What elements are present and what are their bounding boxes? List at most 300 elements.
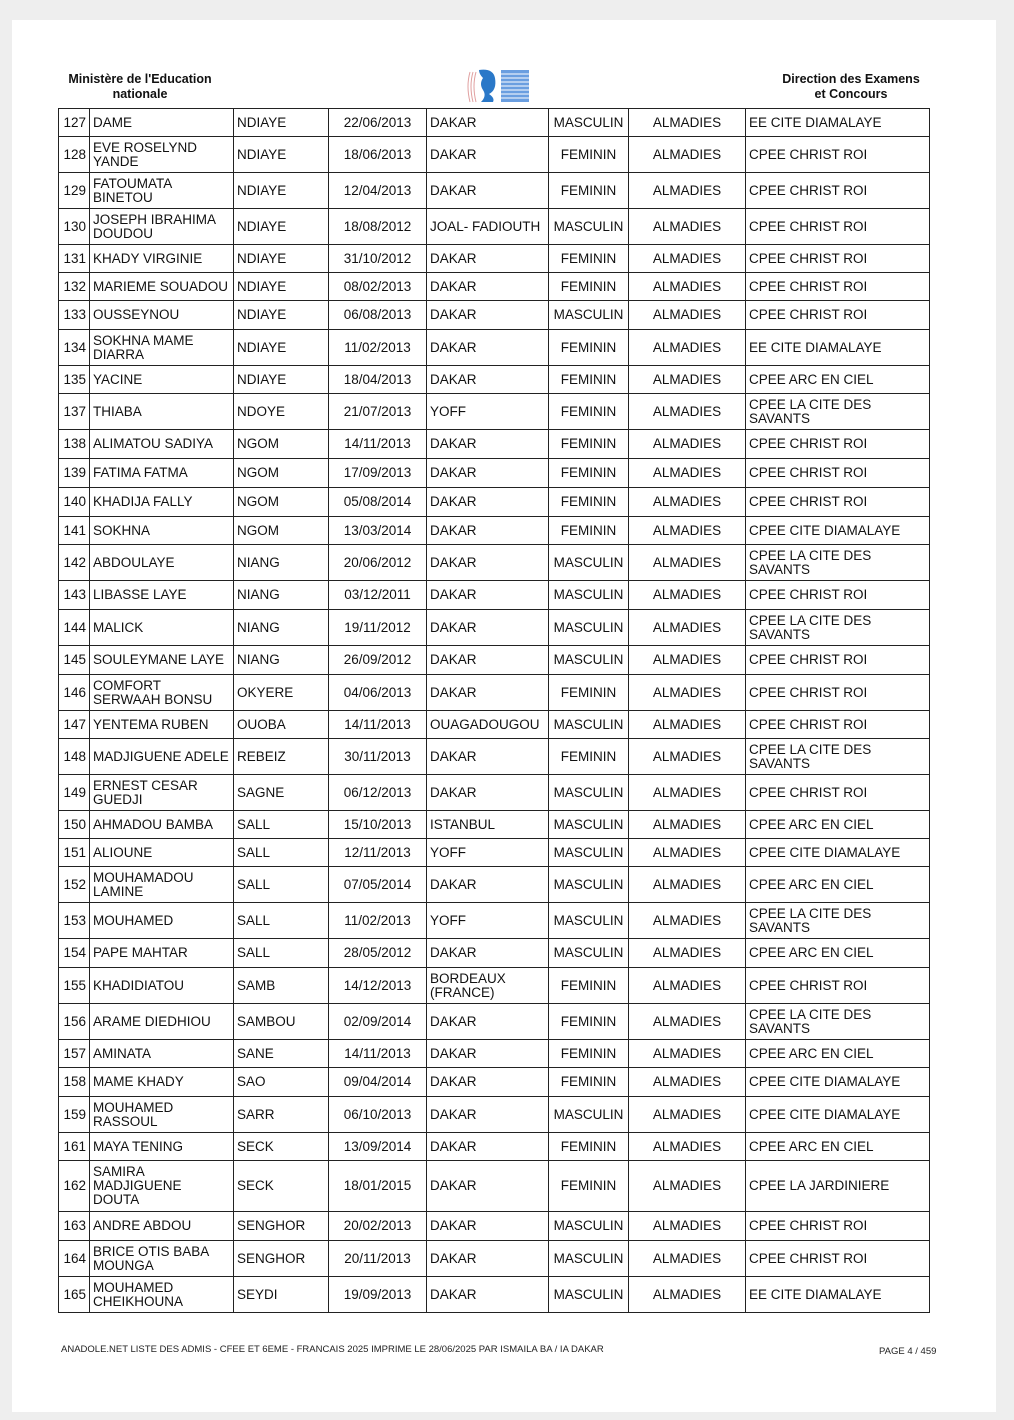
school-cell: CPEE CHRIST ROI (746, 173, 930, 209)
birth-date-cell: 18/01/2015 (329, 1161, 427, 1212)
row-number-cell: 134 (59, 330, 90, 366)
table-row (59, 545, 930, 581)
school-cell: CPEE LA CITE DES SAVANTS (746, 545, 930, 581)
row-number-cell: 155 (59, 968, 90, 1004)
sex-cell: FEMININ (549, 1004, 629, 1040)
exam-center-cell: ALMADIES (629, 545, 746, 581)
last-name-cell: NDIAYE (234, 173, 329, 209)
sex-cell: FEMININ (549, 273, 629, 301)
exam-center-cell: ALMADIES (629, 903, 746, 939)
last-name-cell: SENGHOR (234, 1241, 329, 1277)
last-name-cell: REBEIZ (234, 739, 329, 775)
sex-cell: FEMININ (549, 137, 629, 173)
school-cell: CPEE ARC EN CIEL (746, 366, 930, 394)
first-name-cell: SOULEYMANE LAYE (90, 646, 234, 675)
sex-cell: MASCULIN (549, 1212, 629, 1241)
school-cell: CPEE CHRIST ROI (746, 646, 930, 675)
birth-place-cell: JOAL- FADIOUTH (427, 209, 549, 245)
sex-cell: FEMININ (549, 459, 629, 488)
row-number-cell: 148 (59, 739, 90, 775)
birth-place-cell: DAKAR (427, 1133, 549, 1161)
table-row (59, 675, 930, 711)
birth-date-cell: 04/06/2013 (329, 675, 427, 711)
birth-place-cell: DAKAR (427, 488, 549, 517)
first-name-cell: LIBASSE LAYE (90, 581, 234, 610)
birth-date-cell: 09/04/2014 (329, 1068, 427, 1097)
birth-date-cell: 06/12/2013 (329, 775, 427, 811)
exam-center-cell: ALMADIES (629, 366, 746, 394)
birth-date-cell: 13/09/2014 (329, 1133, 427, 1161)
first-name-cell: ALIOUNE (90, 839, 234, 867)
sex-cell: FEMININ (549, 1161, 629, 1212)
birth-place-cell: DAKAR (427, 939, 549, 968)
last-name-cell: NIANG (234, 610, 329, 646)
row-number-cell: 151 (59, 839, 90, 867)
first-name-cell: DAME (90, 109, 234, 137)
birth-date-cell: 19/11/2012 (329, 610, 427, 646)
table-row (59, 711, 930, 739)
table-row (59, 1133, 930, 1161)
exam-center-cell: ALMADIES (629, 1277, 746, 1313)
school-cell: CPEE LA CITE DES SAVANTS (746, 903, 930, 939)
sex-cell: FEMININ (549, 488, 629, 517)
results-table (58, 108, 930, 1313)
row-number-cell: 130 (59, 209, 90, 245)
row-number-cell: 131 (59, 245, 90, 273)
birth-place-cell: DAKAR (427, 739, 549, 775)
sex-cell: FEMININ (549, 173, 629, 209)
row-number-cell: 140 (59, 488, 90, 517)
last-name-cell: NDIAYE (234, 330, 329, 366)
sex-cell: FEMININ (549, 430, 629, 459)
sex-cell: MASCULIN (549, 1277, 629, 1313)
sex-cell: FEMININ (549, 366, 629, 394)
row-number-cell: 150 (59, 811, 90, 839)
row-number-cell: 132 (59, 273, 90, 301)
first-name-cell: MAME KHADY (90, 1068, 234, 1097)
exam-center-cell: ALMADIES (629, 1040, 746, 1068)
birth-place-cell: OUAGADOUGOU (427, 711, 549, 739)
school-cell: EE CITE DIAMALAYE (746, 330, 930, 366)
table-row (59, 173, 930, 209)
last-name-cell: SAMBOU (234, 1004, 329, 1040)
exam-center-cell: ALMADIES (629, 610, 746, 646)
birth-place-cell: DAKAR (427, 1241, 549, 1277)
exam-center-cell: ALMADIES (629, 109, 746, 137)
row-number-cell: 157 (59, 1040, 90, 1068)
table-row (59, 137, 930, 173)
table-row (59, 811, 930, 839)
birth-date-cell: 18/04/2013 (329, 366, 427, 394)
school-cell: CPEE ARC EN CIEL (746, 1040, 930, 1068)
sex-cell: FEMININ (549, 968, 629, 1004)
exam-center-cell: ALMADIES (629, 1241, 746, 1277)
birth-date-cell: 18/06/2013 (329, 137, 427, 173)
first-name-cell: FATIMA FATMA (90, 459, 234, 488)
first-name-cell: MALICK (90, 610, 234, 646)
birth-place-cell: DAKAR (427, 675, 549, 711)
birth-date-cell: 14/11/2013 (329, 711, 427, 739)
sex-cell: MASCULIN (549, 1097, 629, 1133)
school-cell: CPEE CHRIST ROI (746, 273, 930, 301)
document-page (12, 20, 996, 1412)
birth-date-cell: 14/11/2013 (329, 1040, 427, 1068)
exam-center-cell: ALMADIES (629, 581, 746, 610)
first-name-cell: AHMADOU BAMBA (90, 811, 234, 839)
birth-date-cell: 14/12/2013 (329, 968, 427, 1004)
school-cell: CPEE ARC EN CIEL (746, 1133, 930, 1161)
last-name-cell: SANE (234, 1040, 329, 1068)
row-number-cell: 152 (59, 867, 90, 903)
table-row (59, 1277, 930, 1313)
sex-cell: MASCULIN (549, 811, 629, 839)
exam-center-cell: ALMADIES (629, 939, 746, 968)
first-name-cell: MOUHAMADOU LAMINE (90, 867, 234, 903)
exam-center-cell: ALMADIES (629, 1004, 746, 1040)
sex-cell: FEMININ (549, 739, 629, 775)
first-name-cell: SOKHNA MAME DIARRA (90, 330, 234, 366)
school-cell: CPEE CHRIST ROI (746, 711, 930, 739)
school-cell: CPEE CHRIST ROI (746, 137, 930, 173)
page-header (12, 20, 996, 108)
row-number-cell: 141 (59, 517, 90, 545)
birth-place-cell: DAKAR (427, 1161, 549, 1212)
first-name-cell: KHADY VIRGINIE (90, 245, 234, 273)
last-name-cell: SAO (234, 1068, 329, 1097)
page-number: PAGE 4 / 459 (879, 1346, 937, 1357)
school-cell: CPEE LA CITE DES SAVANTS (746, 1004, 930, 1040)
exam-center-cell: ALMADIES (629, 459, 746, 488)
birth-date-cell: 21/07/2013 (329, 394, 427, 430)
first-name-cell: PAPE MAHTAR (90, 939, 234, 968)
last-name-cell: NDIAYE (234, 209, 329, 245)
sex-cell: FEMININ (549, 330, 629, 366)
table-row (59, 903, 930, 939)
results-table-body (59, 109, 930, 1313)
birth-date-cell: 06/08/2013 (329, 301, 427, 330)
table-row (59, 330, 930, 366)
last-name-cell: NDIAYE (234, 366, 329, 394)
first-name-cell: ARAME DIEDHIOU (90, 1004, 234, 1040)
exam-center-cell: ALMADIES (629, 209, 746, 245)
birth-date-cell: 26/09/2012 (329, 646, 427, 675)
birth-date-cell: 11/02/2013 (329, 903, 427, 939)
table-row (59, 867, 930, 903)
birth-date-cell: 14/11/2013 (329, 430, 427, 459)
school-cell: CPEE LA CITE DES SAVANTS (746, 394, 930, 430)
birth-place-cell: DAKAR (427, 1040, 549, 1068)
school-cell: CPEE CHRIST ROI (746, 245, 930, 273)
sex-cell: MASCULIN (549, 839, 629, 867)
sex-cell: FEMININ (549, 1133, 629, 1161)
sex-cell: MASCULIN (549, 545, 629, 581)
birth-date-cell: 20/02/2013 (329, 1212, 427, 1241)
last-name-cell: OKYERE (234, 675, 329, 711)
sex-cell: FEMININ (549, 245, 629, 273)
last-name-cell: NDIAYE (234, 273, 329, 301)
exam-center-cell: ALMADIES (629, 739, 746, 775)
exam-center-cell: ALMADIES (629, 811, 746, 839)
sex-cell: MASCULIN (549, 939, 629, 968)
birth-place-cell: DAKAR (427, 775, 549, 811)
birth-place-cell: DAKAR (427, 459, 549, 488)
first-name-cell: OUSSEYNOU (90, 301, 234, 330)
last-name-cell: NIANG (234, 581, 329, 610)
birth-date-cell: 30/11/2013 (329, 739, 427, 775)
first-name-cell: YACINE (90, 366, 234, 394)
exam-center-cell: ALMADIES (629, 867, 746, 903)
row-number-cell: 135 (59, 366, 90, 394)
birth-place-cell: DAKAR (427, 173, 549, 209)
last-name-cell: NGOM (234, 488, 329, 517)
birth-place-cell: DAKAR (427, 646, 549, 675)
birth-date-cell: 02/09/2014 (329, 1004, 427, 1040)
birth-place-cell: YOFF (427, 839, 549, 867)
exam-center-cell: ALMADIES (629, 430, 746, 459)
birth-place-cell: DAKAR (427, 430, 549, 459)
table-row (59, 245, 930, 273)
last-name-cell: SEYDI (234, 1277, 329, 1313)
table-row (59, 488, 930, 517)
row-number-cell: 143 (59, 581, 90, 610)
school-cell: CPEE CITE DIAMALAYE (746, 839, 930, 867)
birth-place-cell: DAKAR (427, 245, 549, 273)
school-cell: CPEE CHRIST ROI (746, 1212, 930, 1241)
exam-center-cell: ALMADIES (629, 137, 746, 173)
school-cell: CPEE ARC EN CIEL (746, 811, 930, 839)
birth-date-cell: 08/02/2013 (329, 273, 427, 301)
sex-cell: MASCULIN (549, 867, 629, 903)
row-number-cell: 139 (59, 459, 90, 488)
last-name-cell: NGOM (234, 430, 329, 459)
exam-center-cell: ALMADIES (629, 711, 746, 739)
last-name-cell: NGOM (234, 459, 329, 488)
exam-center-cell: ALMADIES (629, 488, 746, 517)
sex-cell: MASCULIN (549, 301, 629, 330)
first-name-cell: ANDRE ABDOU (90, 1212, 234, 1241)
sex-cell: MASCULIN (549, 109, 629, 137)
birth-place-cell: DAKAR (427, 1068, 549, 1097)
last-name-cell: NIANG (234, 545, 329, 581)
exam-center-cell: ALMADIES (629, 968, 746, 1004)
sex-cell: MASCULIN (549, 581, 629, 610)
school-cell: CPEE CITE DIAMALAYE (746, 1097, 930, 1133)
school-cell: CPEE CHRIST ROI (746, 775, 930, 811)
birth-place-cell: DAKAR (427, 581, 549, 610)
school-cell: EE CITE DIAMALAYE (746, 1277, 930, 1313)
footer-print-info: ANADOLE.NET LISTE DES ADMIS - CFEE ET 6EME - FRANCAIS 2025 IMPRIME LE 28/06/2025 PAR ISMAILA BA / IA DAKAR (61, 1344, 604, 1355)
exam-center-cell: ALMADIES (629, 273, 746, 301)
school-cell: CPEE CHRIST ROI (746, 301, 930, 330)
birth-date-cell: 20/06/2012 (329, 545, 427, 581)
birth-date-cell: 05/08/2014 (329, 488, 427, 517)
row-number-cell: 165 (59, 1277, 90, 1313)
birth-date-cell: 28/05/2012 (329, 939, 427, 968)
birth-place-cell: DAKAR (427, 273, 549, 301)
school-cell: CPEE ARC EN CIEL (746, 939, 930, 968)
sex-cell: FEMININ (549, 1068, 629, 1097)
exam-center-cell: ALMADIES (629, 301, 746, 330)
last-name-cell: SALL (234, 939, 329, 968)
table-row (59, 430, 930, 459)
birth-place-cell: DAKAR (427, 610, 549, 646)
school-cell: CPEE CITE DIAMALAYE (746, 1068, 930, 1097)
sex-cell: FEMININ (549, 675, 629, 711)
table-row (59, 839, 930, 867)
row-number-cell: 137 (59, 394, 90, 430)
table-row (59, 775, 930, 811)
birth-date-cell: 22/06/2013 (329, 109, 427, 137)
row-number-cell: 154 (59, 939, 90, 968)
school-cell: CPEE CHRIST ROI (746, 488, 930, 517)
first-name-cell: EVE ROSELYND YANDE (90, 137, 234, 173)
first-name-cell: ERNEST CESAR GUEDJI (90, 775, 234, 811)
first-name-cell: YENTEMA RUBEN (90, 711, 234, 739)
birth-date-cell: 03/12/2011 (329, 581, 427, 610)
row-number-cell: 142 (59, 545, 90, 581)
birth-date-cell: 13/03/2014 (329, 517, 427, 545)
first-name-cell: COMFORT SERWAAH BONSU (90, 675, 234, 711)
exam-center-cell: ALMADIES (629, 330, 746, 366)
exam-center-cell: ALMADIES (629, 775, 746, 811)
row-number-cell: 127 (59, 109, 90, 137)
first-name-cell: KHADIJA FALLY (90, 488, 234, 517)
sex-cell: FEMININ (549, 1040, 629, 1068)
exam-center-cell: ALMADIES (629, 245, 746, 273)
birth-place-cell: YOFF (427, 903, 549, 939)
table-row (59, 394, 930, 430)
row-number-cell: 161 (59, 1133, 90, 1161)
table-row (59, 1241, 930, 1277)
row-number-cell: 159 (59, 1097, 90, 1133)
exam-center-cell: ALMADIES (629, 646, 746, 675)
birth-place-cell: DAKAR (427, 1212, 549, 1241)
exam-center-cell: ALMADIES (629, 675, 746, 711)
sex-cell: MASCULIN (549, 775, 629, 811)
first-name-cell: MOUHAMED CHEIKHOUNA (90, 1277, 234, 1313)
birth-date-cell: 12/04/2013 (329, 173, 427, 209)
sex-cell: MASCULIN (549, 903, 629, 939)
last-name-cell: SECK (234, 1133, 329, 1161)
direction-name: Direction des Examens et Concours (782, 72, 920, 101)
last-name-cell: NDOYE (234, 394, 329, 430)
sex-cell: MASCULIN (549, 711, 629, 739)
row-number-cell: 164 (59, 1241, 90, 1277)
exam-center-cell: ALMADIES (629, 1212, 746, 1241)
birth-date-cell: 31/10/2012 (329, 245, 427, 273)
birth-place-cell: DAKAR (427, 366, 549, 394)
row-number-cell: 129 (59, 173, 90, 209)
last-name-cell: OUOBA (234, 711, 329, 739)
last-name-cell: SECK (234, 1161, 329, 1212)
school-cell: CPEE CHRIST ROI (746, 430, 930, 459)
exam-center-cell: ALMADIES (629, 1133, 746, 1161)
exam-center-cell: ALMADIES (629, 1068, 746, 1097)
birth-place-cell: DAKAR (427, 1277, 549, 1313)
sex-cell: MASCULIN (549, 610, 629, 646)
table-row (59, 109, 930, 137)
table-row (59, 739, 930, 775)
first-name-cell: THIABA (90, 394, 234, 430)
birth-place-cell: DAKAR (427, 137, 549, 173)
last-name-cell: SAGNE (234, 775, 329, 811)
school-cell: CPEE CHRIST ROI (746, 581, 930, 610)
birth-place-cell: DAKAR (427, 545, 549, 581)
table-row (59, 209, 930, 245)
last-name-cell: NDIAYE (234, 301, 329, 330)
exam-center-cell: ALMADIES (629, 839, 746, 867)
birth-place-cell: DAKAR (427, 1004, 549, 1040)
first-name-cell: FATOUMATA BINETOU (90, 173, 234, 209)
first-name-cell: MAYA TENING (90, 1133, 234, 1161)
table-row (59, 1097, 930, 1133)
row-number-cell: 149 (59, 775, 90, 811)
exam-center-cell: ALMADIES (629, 517, 746, 545)
row-number-cell: 158 (59, 1068, 90, 1097)
first-name-cell: ABDOULAYE (90, 545, 234, 581)
table-row (59, 366, 930, 394)
birth-place-cell: DAKAR (427, 1097, 549, 1133)
last-name-cell: SALL (234, 839, 329, 867)
school-cell: CPEE CHRIST ROI (746, 459, 930, 488)
last-name-cell: SENGHOR (234, 1212, 329, 1241)
last-name-cell: SALL (234, 903, 329, 939)
birth-date-cell: 11/02/2013 (329, 330, 427, 366)
birth-date-cell: 07/05/2014 (329, 867, 427, 903)
last-name-cell: NDIAYE (234, 109, 329, 137)
table-row (59, 1068, 930, 1097)
table-row (59, 1040, 930, 1068)
last-name-cell: NIANG (234, 646, 329, 675)
table-row (59, 939, 930, 968)
birth-place-cell: DAKAR (427, 109, 549, 137)
last-name-cell: SAMB (234, 968, 329, 1004)
first-name-cell: ALIMATOU SADIYA (90, 430, 234, 459)
row-number-cell: 162 (59, 1161, 90, 1212)
row-number-cell: 163 (59, 1212, 90, 1241)
sex-cell: MASCULIN (549, 646, 629, 675)
birth-place-cell: ISTANBUL (427, 811, 549, 839)
school-cell: CPEE CHRIST ROI (746, 968, 930, 1004)
school-cell: CPEE LA CITE DES SAVANTS (746, 610, 930, 646)
school-cell: CPEE CHRIST ROI (746, 1241, 930, 1277)
table-row (59, 646, 930, 675)
sex-cell: FEMININ (549, 394, 629, 430)
table-row (59, 968, 930, 1004)
exam-center-cell: ALMADIES (629, 173, 746, 209)
table-row (59, 581, 930, 610)
birth-date-cell: 15/10/2013 (329, 811, 427, 839)
sex-cell: FEMININ (549, 517, 629, 545)
row-number-cell: 144 (59, 610, 90, 646)
birth-date-cell: 12/11/2013 (329, 839, 427, 867)
birth-place-cell: DAKAR (427, 301, 549, 330)
exam-center-cell: ALMADIES (629, 394, 746, 430)
school-cell: CPEE ARC EN CIEL (746, 867, 930, 903)
first-name-cell: AMINATA (90, 1040, 234, 1068)
table-row (59, 517, 930, 545)
birth-place-cell: DAKAR (427, 330, 549, 366)
exam-center-cell: ALMADIES (629, 1097, 746, 1133)
first-name-cell: MOUHAMED (90, 903, 234, 939)
first-name-cell: MOUHAMED RASSOUL (90, 1097, 234, 1133)
ministry-logo-icon (465, 68, 531, 104)
school-cell: EE CITE DIAMALAYE (746, 109, 930, 137)
exam-center-cell: ALMADIES (629, 1161, 746, 1212)
last-name-cell: NDIAYE (234, 137, 329, 173)
birth-date-cell: 18/08/2012 (329, 209, 427, 245)
birth-place-cell: DAKAR (427, 517, 549, 545)
